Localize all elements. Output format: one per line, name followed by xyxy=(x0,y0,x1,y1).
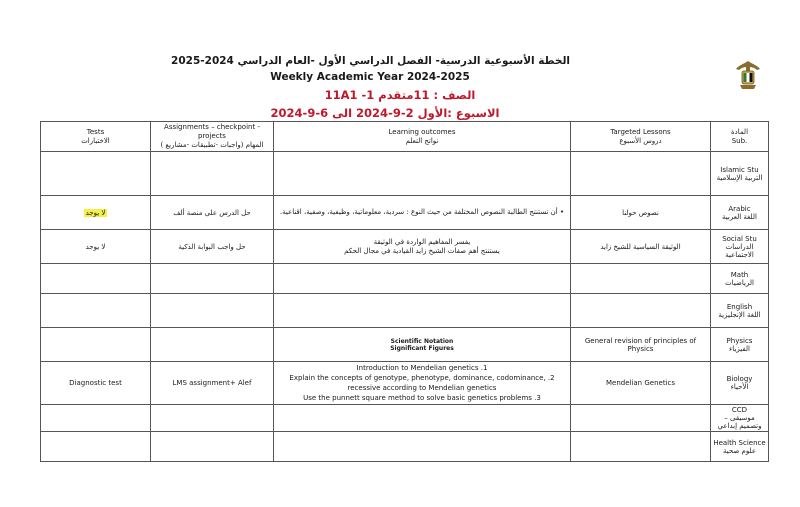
table-row xyxy=(41,362,769,405)
social-tests: لا يوجد xyxy=(41,230,151,264)
table-row xyxy=(41,264,769,294)
physics-lessons: General revision of principles of Physics xyxy=(571,328,711,362)
table-row xyxy=(41,230,769,264)
subject-islamic: Islamic Stu التربية الإسلامية xyxy=(711,152,769,196)
table-row xyxy=(41,196,769,230)
subject-english: English اللغة الإنجليزية xyxy=(711,294,769,328)
ccd-lessons xyxy=(571,405,711,432)
math-lessons xyxy=(571,264,711,294)
islamic-lessons xyxy=(571,152,711,196)
grade-line: الصف : 11متقدم 1- 11A1 xyxy=(324,88,476,102)
english-lessons xyxy=(571,294,711,328)
subject-health: Health Science علوم صحية xyxy=(711,432,769,462)
biology-outcomes: Introduction to Mendelian genetics .1 Explain the concepts of genotype, phenotype, dominance, codominance, .2 recessive according to Mendelian genetics Use the punnett square method to solve basic genetics problems .3 xyxy=(274,362,571,405)
plan-title-english: Weekly Academic Year 2024-2025 xyxy=(270,71,470,83)
ccd-outcomes xyxy=(274,405,571,432)
biology-lessons: Mendelian Genetics xyxy=(571,362,711,405)
math-tests xyxy=(41,264,151,294)
subject-biology: Biology الأحياء xyxy=(711,362,769,405)
physics-tests xyxy=(41,328,151,362)
table-header-row xyxy=(41,122,769,152)
islamic-assignments xyxy=(151,152,274,196)
header-targeted-lessons: Targeted Lessons دروس الأسبوع xyxy=(571,122,711,152)
table-row xyxy=(41,152,769,196)
health-lessons xyxy=(571,432,711,462)
english-tests xyxy=(41,294,151,328)
header-learning-outcomes: Learning outcomes نواتج التعلم xyxy=(274,122,571,152)
subject-social: Social Stu الدراسات الاجتماعية xyxy=(711,230,769,264)
math-outcomes xyxy=(274,264,571,294)
arabic-tests-value: لا يوجد xyxy=(85,208,106,217)
header-subject: المادة Sub. xyxy=(711,122,769,152)
islamic-tests xyxy=(41,152,151,196)
biology-tests: Diagnostic test xyxy=(41,362,151,405)
arabic-outcomes: • أن تستنتج الطالبة النصوص المختلفة من حيث النوع : سردية، معلوماتية، وظيفية، وصفية، اقناعية. xyxy=(274,196,571,230)
physics-assignments xyxy=(151,328,274,362)
physics-outcomes: Scientific Notation Significant Figures xyxy=(274,328,571,362)
social-lessons: الوثيقة السياسية للشيخ زايد xyxy=(571,230,711,264)
subject-ccd: CCD موسيقى – وتصميم إبداعي xyxy=(711,405,769,432)
uae-emblem-icon xyxy=(731,58,765,92)
plan-title-arabic: الخطة الأسبوعية الدرسية- الفصل الدراسي الأول -العام الدراسي 2024-2025 xyxy=(171,55,570,67)
week-line: الاسبوع :الأول 2-9-2024 الى 6-9-2024 xyxy=(270,106,500,120)
arabic-tests xyxy=(41,196,151,230)
biology-assignments: LMS assignment+ Alef xyxy=(151,362,274,405)
subject-math: Math الرياضيات xyxy=(711,264,769,294)
arabic-assignments: حل الدرس على منصة ألف xyxy=(151,196,274,230)
social-assignments: حل واجب البوابة الذكية xyxy=(151,230,274,264)
english-outcomes xyxy=(274,294,571,328)
table-row xyxy=(41,405,769,432)
math-assignments xyxy=(151,264,274,294)
social-outcomes: يفسر المفاهيم الواردة في الوثيقة يستنتج أهم صفات الشيخ زايد القيادية في مجال الحكم xyxy=(274,230,571,264)
table-row xyxy=(41,294,769,328)
ccd-assignments xyxy=(151,405,274,432)
english-assignments xyxy=(151,294,274,328)
table-row xyxy=(41,328,769,362)
islamic-outcomes xyxy=(274,152,571,196)
header-tests: Tests الاختبارات xyxy=(41,122,151,152)
ccd-tests xyxy=(41,405,151,432)
health-outcomes xyxy=(274,432,571,462)
subject-physics: Physics الفيزياء xyxy=(711,328,769,362)
subject-arabic: Arabic اللغة العربية xyxy=(711,196,769,230)
weekly-plan-table xyxy=(40,121,769,462)
table-row xyxy=(41,432,769,462)
health-assignments xyxy=(151,432,274,462)
health-tests xyxy=(41,432,151,462)
arabic-lessons: نصوص حولنا xyxy=(571,196,711,230)
header-assignments: Assignments – checkpoint -projects المهام (واجبات -تطبيقات -مشاريع ) xyxy=(151,122,274,152)
